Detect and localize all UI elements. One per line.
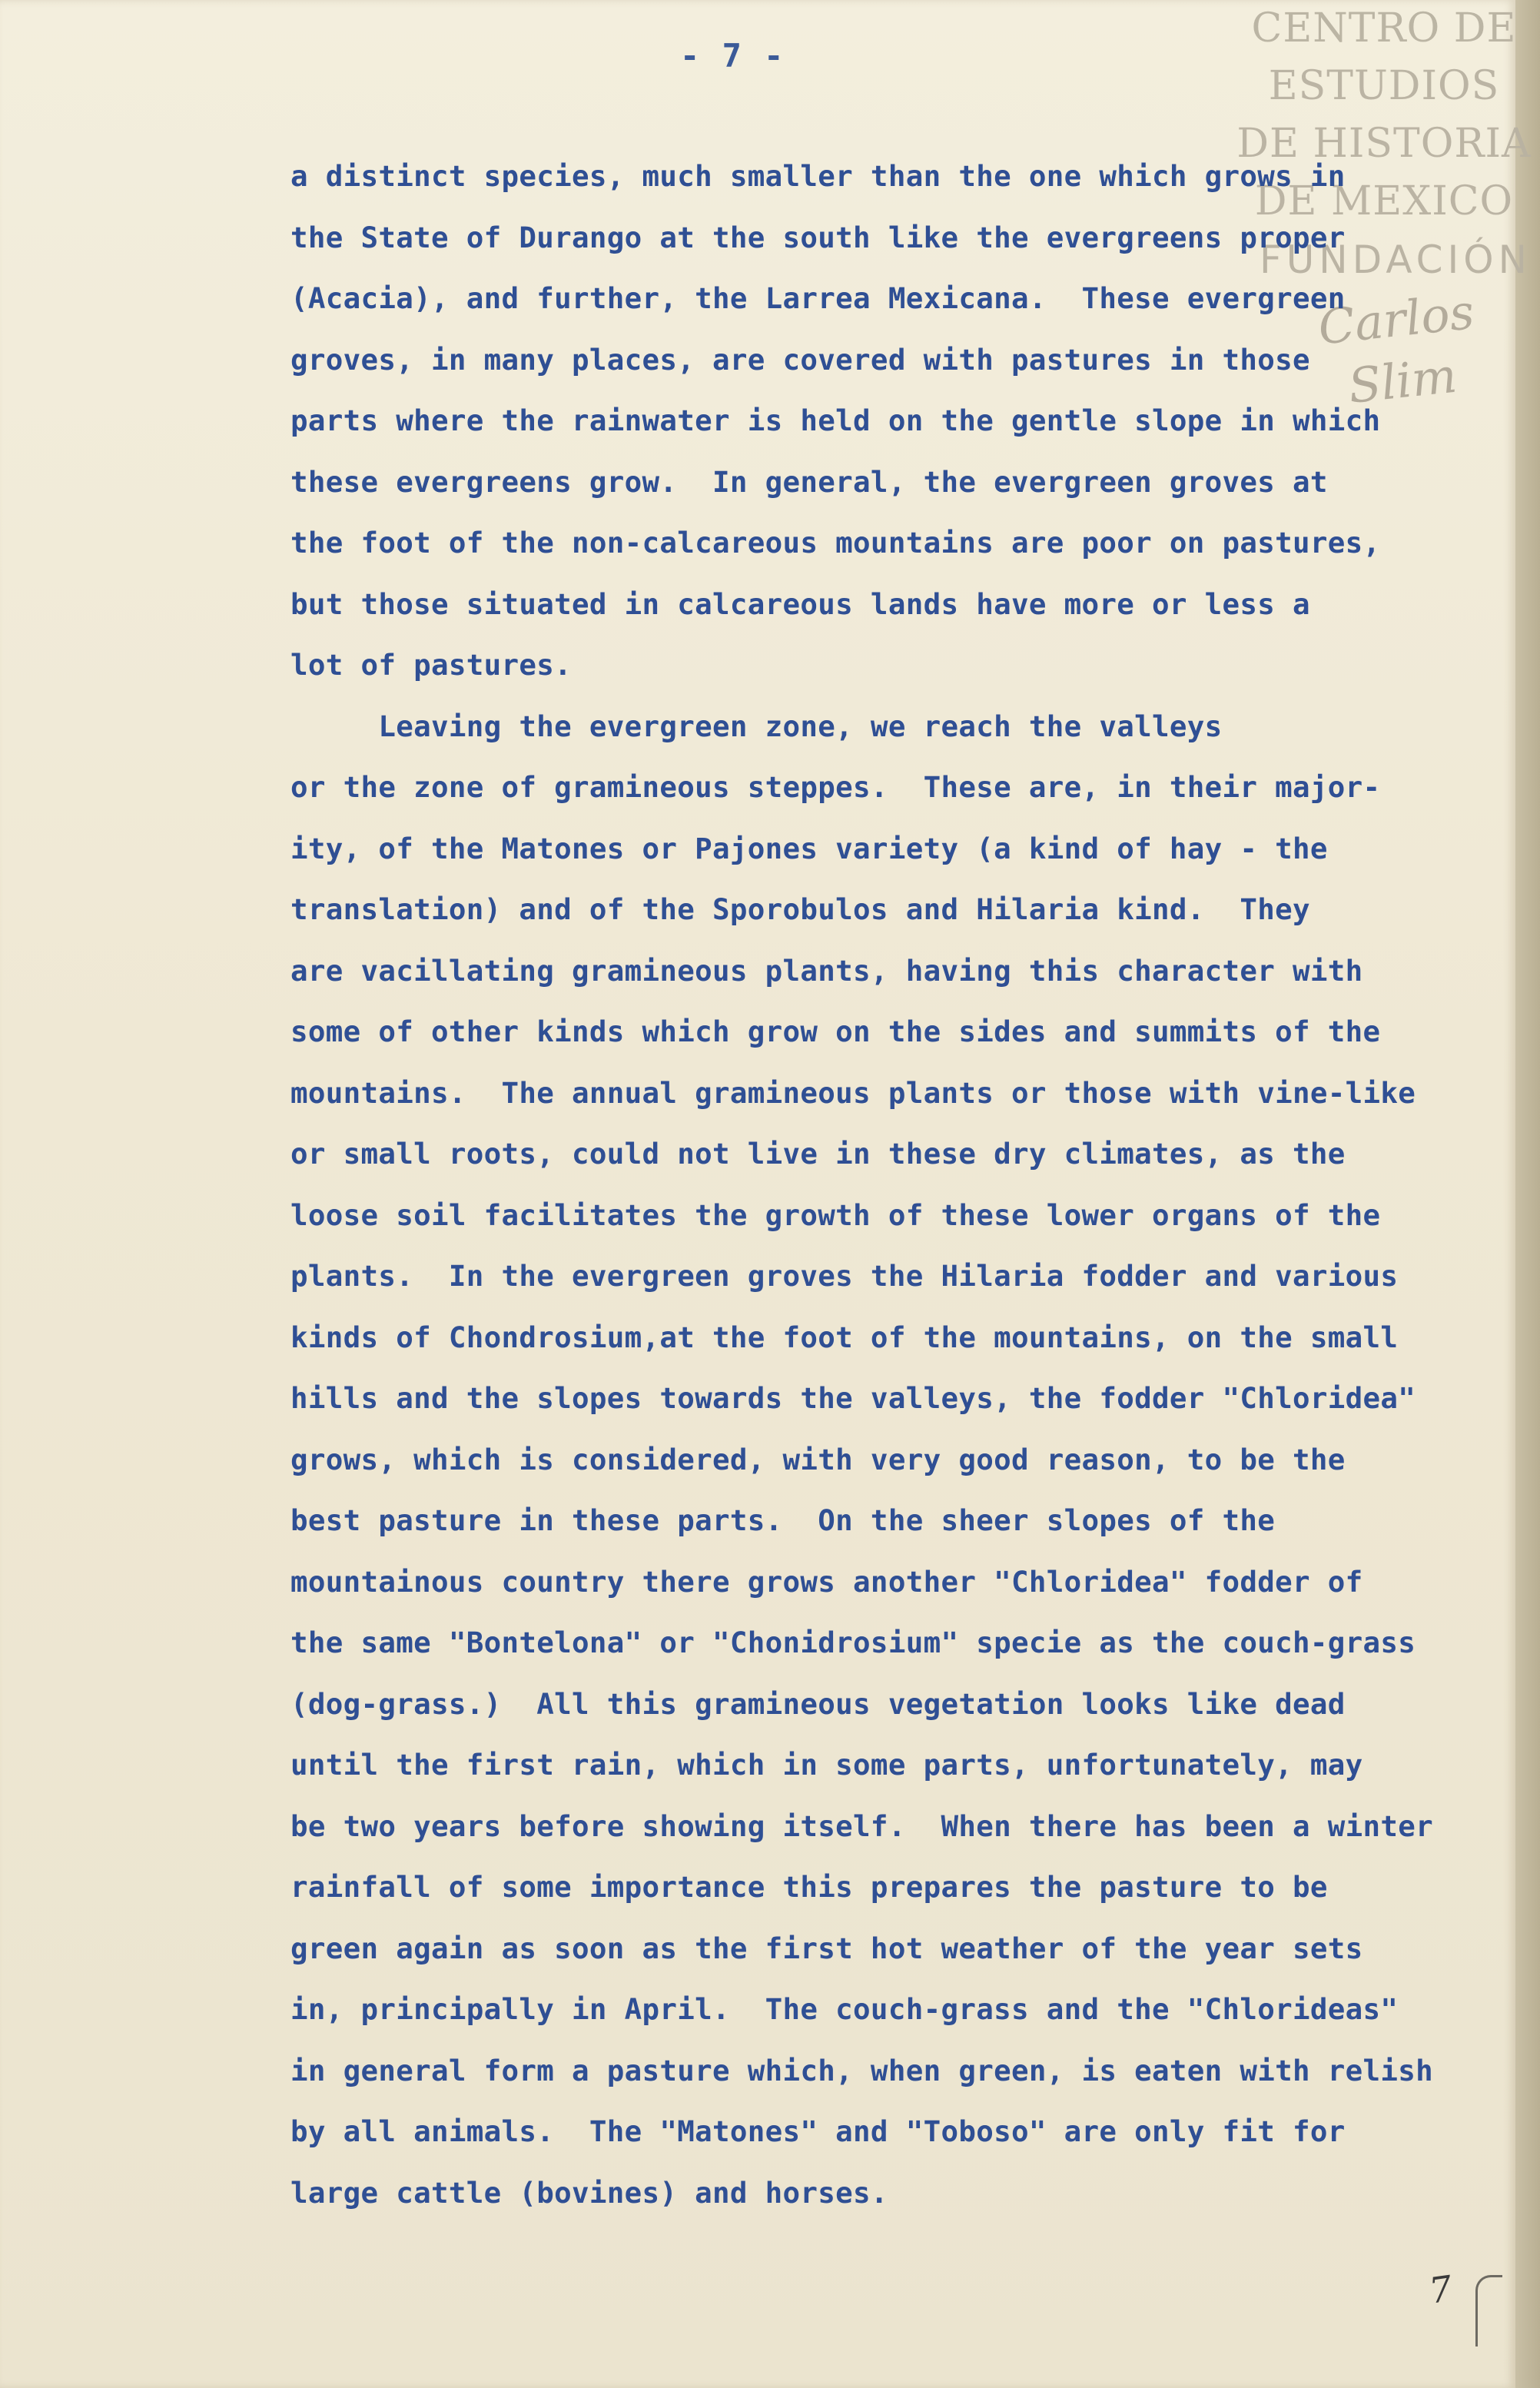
text-line: or small roots, could not live in these dry climates, as the xyxy=(290,1137,1346,1171)
text-line: Leaving the evergreen zone, we reach the valleys xyxy=(290,709,1223,743)
text-line: groves, in many places, are covered with pastures in those xyxy=(290,342,1310,377)
text-line: (dog-grass.) All this gramineous vegetation looks like dead xyxy=(290,1686,1346,1721)
text-line: lot of pastures. xyxy=(290,648,573,682)
text-line: large cattle (bovines) and horses. xyxy=(290,2175,888,2210)
text-line: loose soil facilitates the growth of these lower organs of the xyxy=(290,1197,1381,1232)
text-line: until the first rain, which in some parts, unfortunately, may xyxy=(290,1748,1363,1782)
text-line: some of other kinds which grow on the sides and summits of the xyxy=(290,1015,1381,1048)
text-line: be two years before showing itself. When there has been a winter xyxy=(290,1808,1433,1843)
text-line: in general form a pasture which, when green, is eaten with relish xyxy=(290,2053,1433,2087)
text-line: but those situated in calcareous lands have more or less a xyxy=(290,586,1310,621)
text-line: by all animals. The "Matones" and "Toboso" are only fit for xyxy=(290,2114,1346,2148)
text-line: are vacillating gramineous plants, having this character with xyxy=(290,953,1363,988)
watermark-line: ESTUDIOS xyxy=(1268,63,1500,109)
text-line: translation) and of the Sporobulos and Hilaria kind. They xyxy=(290,892,1310,926)
text-line: rainfall of some importance this prepares the pasture to be xyxy=(290,1870,1328,1904)
watermark-line: CENTRO DE xyxy=(1251,5,1517,51)
text-line: grows, which is considered, with very good reason, to be the xyxy=(290,1442,1346,1476)
text-line: mountainous country there grows another "Chloridea" fodder of xyxy=(290,1564,1363,1599)
watermark-fundacion: FUNDACIÓN xyxy=(1259,237,1532,282)
text-line: hills and the slopes towards the valleys, the fodder "Chloridea" xyxy=(290,1381,1416,1415)
text-line: the foot of the non-calcareous mountains are poor on pastures, xyxy=(290,526,1381,560)
text-line: or the zone of gramineous steppes. These are, in their major- xyxy=(290,770,1381,804)
body-text xyxy=(290,146,1489,2224)
watermark-line: DE MEXICO xyxy=(1254,178,1514,224)
text-line: (Acacia), and further, the Larrea Mexicana. These evergreen xyxy=(290,281,1346,315)
text-line: ity, of the Matones or Pajones variety (a kind of hay - the xyxy=(290,831,1328,865)
text-line: parts where the rainwater is held on the gentle slope in which xyxy=(290,404,1381,437)
text-line: these evergreens grow. In general, the evergreen groves at xyxy=(290,464,1328,499)
text-line: mountains. The annual gramineous plants or those with vine-like xyxy=(290,1075,1416,1110)
text-line: the State of Durango at the south like the evergreens proper xyxy=(290,220,1346,254)
corner-fold-mark xyxy=(1475,2275,1502,2346)
text-line: kinds of Chondrosium,at the foot of the mountains, on the small xyxy=(290,1320,1399,1354)
text-line: plants. In the evergreen groves the Hilaria fodder and various xyxy=(290,1259,1399,1293)
page-number: - 7 - xyxy=(680,37,785,75)
text-line: green again as soon as the first hot weather of the year sets xyxy=(290,1931,1363,1965)
watermark-line: DE HISTORIA xyxy=(1236,121,1532,167)
text-line: the same "Bontelona" or "Chonidrosium" specie as the couch-grass xyxy=(290,1626,1416,1659)
text-line: in, principally in April. The couch-grass and the "Chlorideas" xyxy=(290,1992,1399,2026)
handwritten-page-mark: 7 xyxy=(1426,2267,1455,2312)
text-line: a distinct species, much smaller than the one which grows in xyxy=(290,159,1346,193)
watermark-signature: Carlos Slim xyxy=(1315,283,1477,414)
text-line: best pasture in these parts. On the sheer slopes of the xyxy=(290,1503,1276,1537)
